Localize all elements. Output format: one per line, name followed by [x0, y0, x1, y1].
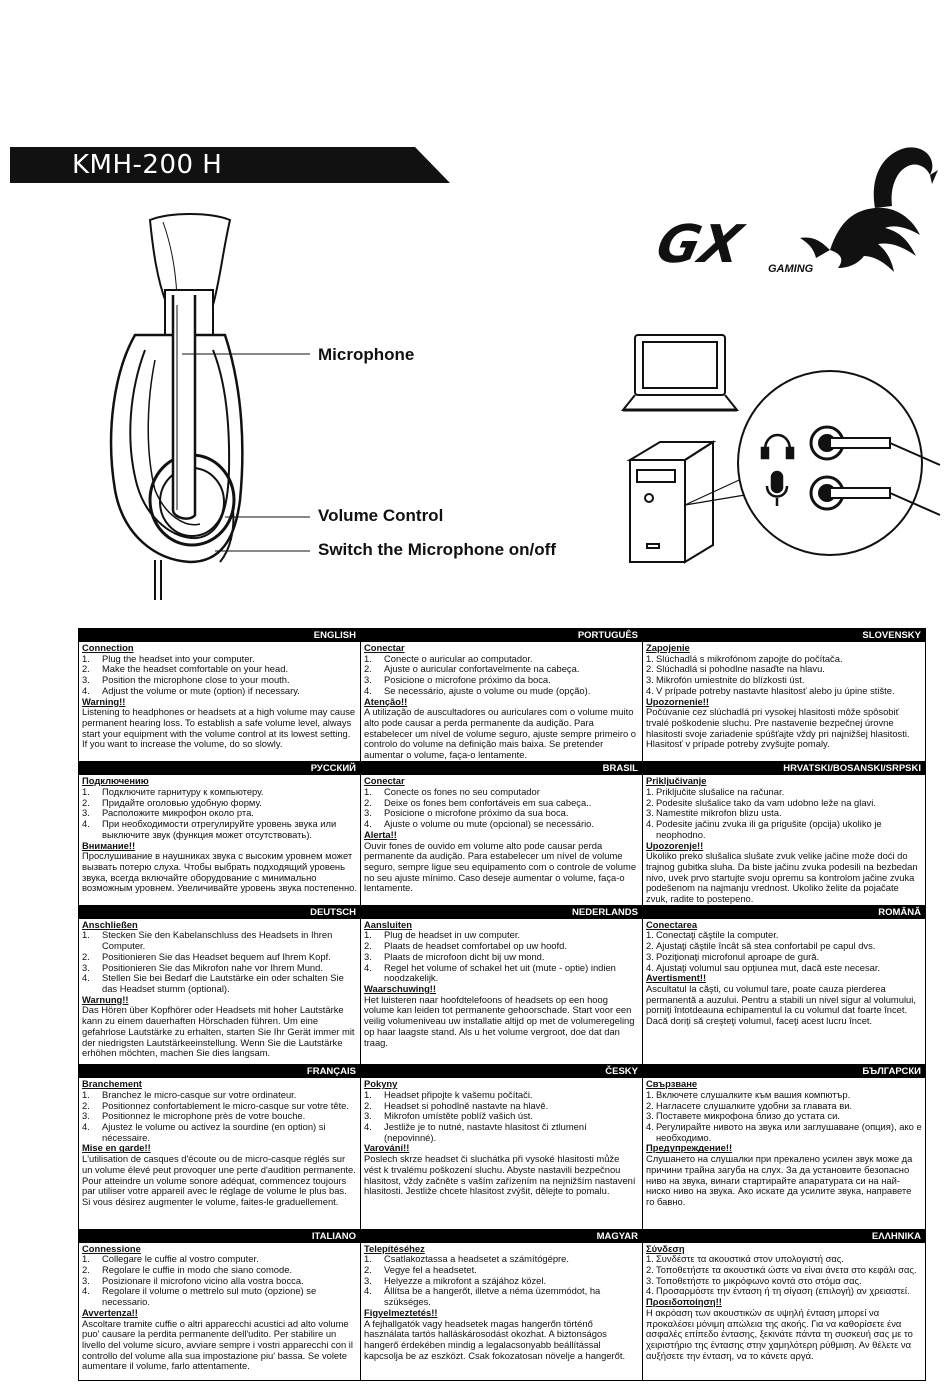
warning-heading: Waarschuwing!!	[364, 982, 437, 994]
language-title: HRVATSKI/BOSANSKI/SRPSKI	[643, 762, 925, 775]
warning-text: Прослушивание в наушниках звука с высоким уровнем может вызвать потерю слуха. Чтобы выбрать подходящий уровень звука, всегда включайте оборудование с минимально возможным уровнем. Увеличивайте уровень звука постепенно.	[82, 850, 357, 894]
step-item: 4. Podesite jačinu zvuka ili ga prigušite (opcija) ukoliko je neophodno.	[646, 818, 882, 840]
step-item: 3. Расположите микрофон около рта.	[82, 807, 254, 819]
warning-text: Počúvanie cez slúchadlá pri vysokej hlasitosti môže spôsobiť trvalé poškodenie sluchu. Pre nastavenie bezpečnej úrovne hlasitosti svoje zariadenie spúšťajte vždy pri najnižšej hlasitosti. Hlasitosť v prípade potreby zvyšujte pomaly.	[646, 706, 910, 750]
step-item: 2. Headset si pohodlně nastavte na hlavě.	[364, 1099, 549, 1111]
step-item: 4. Regel het volume of schakel het uit (mute - optie) indien noodzakelijk.	[364, 961, 616, 984]
step-item: 3. Mikrofón umiestnite do blízkosti úst.	[646, 674, 805, 686]
language-section	[79, 762, 361, 905]
language-section	[79, 906, 361, 1065]
step-item: 1. Plug de headset in uw computer.	[364, 929, 521, 941]
language-section	[79, 1065, 361, 1229]
steps-list	[82, 930, 357, 994]
warning-text: A fejhallgatók vagy headsetek magas hangerőn történő használata tartós halláskárosodást okozhat. A biztonságos hangerő érdekében mindig a legalacsonyabb beállítással kapcsolja be az eszközt. Csak fokozatosan növelje a hangerőt.	[364, 1317, 626, 1361]
language-title: DEUTSCH	[79, 906, 360, 919]
step-item: 3. Mikrofon umístěte poblíž vašich úst.	[364, 1110, 534, 1122]
warning-text: Listening to headphones or headsets at a high volume may cause permanent hearing loss. To establish a safe volume level, always start your equipment with the volume control at its lowest setting. If you want to increase the volume, do so slowly.	[82, 706, 356, 750]
step-item: 3. Helyezze a mikrofont a szájához közel.	[364, 1274, 547, 1286]
step-item: 3. Plaats de microfoon dicht bij uw mond.	[364, 950, 545, 962]
warning-heading: Warnung!!	[82, 993, 129, 1005]
step-item: 3. Namestite mikrofon blizu usta.	[646, 807, 782, 819]
step-item: 4. Ajuste o volume ou mute (opcional) se necessário.	[364, 818, 595, 830]
language-title: РУССКИЙ	[79, 762, 360, 775]
connection-heading: Connessione	[82, 1242, 141, 1254]
step-item: 1. Csatlakoztassa a headsetet a számítógépre.	[364, 1253, 570, 1265]
warning-text: Poslech skrze headset či sluchátka při vysoké hlasitosti může vést k trvalému poškození sluchu. Abyste nastavili bezpečnou hlasitost, vždy začněte s vaším zařízením na nejnižším nastavení hlasitosti. Jestliže chcete hlasitost zvýšit, dělejte to pomalu.	[364, 1153, 636, 1197]
steps-list	[82, 654, 357, 697]
steps-list	[646, 787, 922, 841]
step-item: 4. Ajustaţi volumul sau opţiunea mut, dacă este necesar.	[646, 961, 881, 973]
step-item: 2. Positionnez confortablement le micro-casque sur votre tête.	[82, 1099, 349, 1111]
language-title: ČESKY	[361, 1065, 642, 1078]
steps-list	[646, 1254, 922, 1297]
language-section	[79, 1230, 361, 1380]
step-item: 1. Collegare le cuffie al vostro computer.	[82, 1253, 259, 1265]
step-item: 2. Vegye fel a headsetet.	[364, 1264, 477, 1276]
language-section	[361, 762, 643, 905]
warning-heading: Varování!!	[364, 1142, 410, 1154]
warning-text: Het luisteren naar hoofdtelefoons of headsets op een hoog volume kan leiden tot permanente gehoorschade. Start voor een veilig volumeniveau uw installatie altijd op met de volumeregeling op haar laagste stand. Als u het volume vergroot, doe dat dan traag.	[364, 993, 635, 1048]
step-item: 2. Make the headset comfortable on your head.	[82, 663, 289, 675]
step-item: 4. Stellen Sie bei Bedarf die Lautstärke ein oder schalten Sie das Headset stumm (optional).	[82, 972, 344, 994]
step-item: 1. Conecte os fones no seu computador	[364, 786, 540, 798]
step-item: 1. Headset připojte k vašemu počítači.	[364, 1088, 533, 1100]
warning-heading: Atenção!!	[364, 695, 408, 707]
step-item: 2. Ajustaţi căştile încât să stea confortabil pe capul dvs.	[646, 940, 876, 952]
gx-gaming-logo	[651, 140, 942, 280]
steps-list	[364, 930, 639, 984]
steps-list	[82, 787, 357, 841]
language-section	[643, 762, 925, 905]
svg-text:GX: GX	[651, 214, 747, 275]
step-item: 3. Position the microphone close to your mouth.	[82, 674, 290, 686]
step-item: 4. Jestliže je to nutné, nastavte hlasitost či ztlumení (nepovinné).	[364, 1121, 587, 1143]
language-title: ITALIANO	[79, 1230, 360, 1243]
warning-text: Η ακρόαση των ακουστικών σε υψηλή ένταση μπορεί να προκαλέσει μόνιμη απώλεια της ακοής. Για να καθορίσετε ένα ασφαλές επίπεδο έντασης, ξεκινάτε πάντα τη συσκευή σας με το χειριστήριο της έντασης στην χαμηλότερη ρύθμιση. Αν θέλετε να αυξήσετε την ένταση, να το κάνετε αργά.	[646, 1306, 913, 1361]
language-title: BRASIL	[361, 762, 642, 775]
language-section	[361, 906, 643, 1065]
language-section	[79, 629, 361, 762]
step-item: 4. V prípade potreby nastavte hlasitosť alebo ju úpine stište.	[646, 684, 895, 696]
connection-heading: Priključivanje	[646, 775, 707, 787]
language-title: ΕΛΛΗΝΙΚΑ	[643, 1230, 925, 1243]
step-item: 1. Plug the headset into your computer.	[82, 652, 255, 664]
language-section	[361, 629, 643, 762]
connection-heading: Conectar	[364, 642, 405, 653]
step-item: 2. Нагласете слушалките удобни за главата ви.	[646, 1099, 853, 1111]
step-item: 2. Slúchadlá si pohodlne nasaďte na hlavu.	[646, 663, 825, 675]
connection-heading: Conectarea	[646, 918, 698, 930]
volume-control-label: Volume Control	[318, 506, 444, 525]
steps-list	[364, 1090, 639, 1144]
step-item: 3. Poziţionaţi microfonul aproape de gură.	[646, 950, 820, 962]
step-item: 1. Stecken Sie den Kabelanschluss des Headsets in Ihren Computer.	[82, 929, 333, 952]
step-item: 3. Posicione o microfone próximo da sua boca.	[364, 807, 569, 819]
instructions-grid	[78, 628, 926, 1381]
steps-list	[364, 1254, 639, 1308]
language-title: ENGLISH	[79, 629, 360, 642]
steps-list	[646, 1090, 922, 1144]
language-section	[643, 906, 925, 1065]
language-section	[643, 1065, 925, 1229]
step-item: 3. Positionieren Sie das Mikrofon nahe vor Ihrem Mund.	[82, 961, 323, 973]
connection-heading: Aansluiten	[364, 918, 412, 930]
warning-text: Das Hören über Kopfhörer oder Headsets mit hoher Lautstärke kann zu einem dauerhaften Hörschaden führen. Um eine gefahrlose Lautstärke zu erhalten, starten Sie Ihr Gerät immer mit der niedrigsten Lautstärkeeinstellung. Wenn Sie die Lautstärke erhöhen möchten, machen Sie dies langsam.	[82, 1004, 355, 1059]
warning-heading: Внимание!!	[82, 839, 136, 851]
connection-heading: Connection	[82, 642, 134, 653]
step-item: 3. Posizionare il microfono vicino alla vostra bocca.	[82, 1274, 304, 1286]
connection-heading: Свързване	[646, 1078, 698, 1090]
language-section	[361, 1230, 643, 1380]
warning-heading: Upozornenie!!	[646, 695, 710, 707]
language-section	[643, 1230, 925, 1380]
step-item: 2. Deixe os fones bem confortáveis em sua cabeça..	[364, 796, 592, 808]
model-title: KMH-200 H	[72, 150, 223, 180]
step-item: 3. Τοποθετήστε το μικρόφωνο κοντά στο στόμα σας.	[646, 1274, 862, 1286]
warning-text: Ascultatul la căşti, cu volumul tare, poate cauza pierderea permanentă a auzului. Pentru a stabili un nivel sigur al volumului, porniţi întotdeauna echipamentul la cu volumul dat foarte încet. Dacă doriţi să creşteţi volumul, faceţi acest lucru încet.	[646, 982, 916, 1027]
step-item: 2. Ajuste o auricular confortavelmente na cabeça.	[364, 663, 580, 675]
warning-heading: Figyelmeztetés!!	[364, 1306, 438, 1318]
svg-text:GAMING: GAMING	[768, 263, 814, 275]
warning-text: L'utilisation de casques d'écoute ou de micro-casque réglés sur un volume élevé peut provoquer une perte d'audition permanente. Pour atteindre un volume sonore adéquat, commencez toujours par utiliser votre appareil avec le réglage de volume le plus bas. Si vous désirez augmenter le volume, faites-le graduellement.	[82, 1153, 356, 1207]
warning-heading: Warning!!	[82, 695, 126, 707]
step-item: 2. Plaats de headset comfortabel op uw hoofd.	[364, 940, 567, 952]
steps-list	[82, 1090, 357, 1144]
warning-heading: Avertisment!!	[646, 972, 707, 984]
step-item: 3. Поставете микрофона близо до устата си.	[646, 1110, 840, 1122]
step-item: 1. Branchez le micro-casque sur votre ordinateur.	[82, 1088, 297, 1100]
step-item: 4. Προσαρμόστε την ένταση ή τη σίγαση (επιλογή) αν χρειαστεί.	[646, 1285, 910, 1297]
warning-text: Ukoliko preko slušalica slušate zvuk velike jačine može doći do trajnog gubitka sluha. Da biste jačinu zvuka podesili na bezbedan nivo, uvek prvo startujte svoju opremu sa kontrolom jačine zvuka podešenom na najmanju vrednost. Ukoliko želite da pojačate zvuk, radite to postepeno.	[646, 850, 918, 905]
warning-heading: Предупреждение!!	[646, 1142, 733, 1154]
step-item: 1. Συνδέστε τα ακουστικά στον υπολογιστή σας.	[646, 1253, 844, 1265]
steps-list	[646, 654, 922, 697]
language-title: FRANÇAIS	[79, 1065, 360, 1078]
warning-text: Ascoltare tramite cuffie o altri apparecchi acustici ad alto volume puo' causare la perdita permanente dell'udito. Per stabilire un livello del volume sicuro, avviare sempre i vostri apparecchi con il controllo del volume alla sua impostazione piu' bassa. Se volete aumentare il volume, farlo attentamente.	[82, 1317, 353, 1372]
language-title: ROMÂNĂ	[643, 906, 925, 919]
steps-list	[364, 787, 639, 830]
step-item: 1. Conecte o auricular ao computador.	[364, 652, 533, 664]
connection-diagram	[615, 330, 945, 575]
step-item: 4. Регулирайте нивото на звука или заглушаване (опция), ако е необходимо.	[646, 1121, 922, 1143]
language-title: NEDERLANDS	[361, 906, 642, 919]
language-section	[361, 1065, 643, 1229]
warning-heading: Mise en garde!!	[82, 1142, 151, 1154]
language-section	[643, 629, 925, 762]
step-item: 4. Regolare il volume o mettrelo sul muto (opzione) se necessario.	[82, 1285, 317, 1308]
warning-heading: Alerta!!	[364, 828, 397, 840]
scorpion-icon	[800, 147, 938, 272]
laptop-icon	[623, 335, 737, 410]
language-title: SLOVENSKY	[643, 629, 925, 642]
warning-text: Ouvir fones de ouvido em volume alto pode causar perda permanente da audição. Para estabelecer um nível de volume seguro, sempre ligue seu equipamento com o controle de volume no seu ajuste mínimo. Caso deseje aumentar o volume, faça-o lentamente.	[364, 839, 637, 894]
connection-heading: Σύνδεση	[646, 1242, 685, 1254]
step-item: 4. Adjust the volume or mute (option) if necessary.	[82, 684, 300, 696]
connection-heading: Telepítéséhez	[364, 1242, 425, 1254]
steps-list	[82, 1254, 357, 1308]
warning-heading: Προειδοποίηση!!	[646, 1296, 722, 1308]
step-item: 1. Включете слушалките към вашия компютър.	[646, 1088, 851, 1100]
connection-heading: Conectar	[364, 775, 405, 787]
step-item: 4. Se necessário, ajuste o volume ou mude (opção).	[364, 684, 591, 696]
step-item: 1. Conectaţi căştile la computer.	[646, 929, 779, 941]
step-item: 3. Positionnez le microphone près de votre bouche.	[82, 1110, 306, 1122]
step-item: 3. Posicione o microfone próximo da boca.	[364, 674, 551, 686]
step-item: 4. Állítsa be a hangerőt, illetve a néma üzemmódot, ha szükséges.	[364, 1285, 601, 1308]
language-title: MAGYAR	[361, 1230, 642, 1243]
warning-text: A utilização de auscultadores ou auriculares com o volume muito alto pode causar a perda permanente da audição. Para estabelecer um nível de volume seguro, ajuste sempre primeiro o controlo do volume na definição mais baixa. Se pretender aumentar o volume, faça-o lentamente.	[364, 706, 637, 761]
switch-mic-label: Switch the Microphone on/off	[318, 540, 556, 559]
step-item: 2. Regolare le cuffie in modo che siano comode.	[82, 1264, 293, 1276]
connection-heading: Pokyny	[364, 1078, 398, 1090]
steps-list	[364, 654, 639, 697]
connection-heading: Branchement	[82, 1078, 142, 1090]
connection-heading: Anschließen	[82, 918, 138, 930]
step-item: 2. Τοποθετήστε τα ακουστικά ώστε να είναι άνετα στο κεφάλι σας.	[646, 1264, 917, 1276]
step-item: 2. Podesite slušalice tako da vam udobno leže na glavi.	[646, 796, 876, 808]
steps-list	[646, 930, 922, 973]
connection-heading: Zapojenie	[646, 642, 690, 653]
language-title: БЪЛГАРСКИ	[643, 1065, 925, 1078]
step-item: 1. Slúchadlá s mikrofónom zapojte do počítača.	[646, 652, 843, 664]
warning-heading: Upozorenje!!	[646, 839, 704, 851]
language-title: PORTUGUÊS	[361, 629, 642, 642]
step-item: 4. При необходимости отрегулируйте уровень звука или выключите звук (функция может отсутствовать).	[82, 818, 337, 840]
warning-text: Слушането на слушалки при прекалено усилен звук може да причини трайна загуба на слух. За да установите безопасно ниво на звука, винаги стартирайте апаратурата си на най-ниско ниво на звука. Ако искате да усилите звука, направете го бавно.	[646, 1153, 913, 1207]
warning-heading: Avvertenza!!	[82, 1306, 138, 1318]
step-item: 4. Ajustez le volume ou activez la sourdine (en option) si nécessaire.	[82, 1121, 326, 1143]
headset-illustration	[95, 210, 315, 605]
step-item: 1. Подключите гарнитуру к компьютеру.	[82, 786, 264, 798]
connection-heading: Подключению	[82, 775, 149, 787]
microphone-label: Microphone	[318, 345, 415, 364]
step-item: 1. Priključite slušalice na računar.	[646, 786, 785, 798]
step-item: 2. Positionieren Sie das Headset bequem auf Ihrem Kopf.	[82, 950, 331, 962]
step-item: 2. Придайте оголовью удобную форму.	[82, 796, 262, 808]
